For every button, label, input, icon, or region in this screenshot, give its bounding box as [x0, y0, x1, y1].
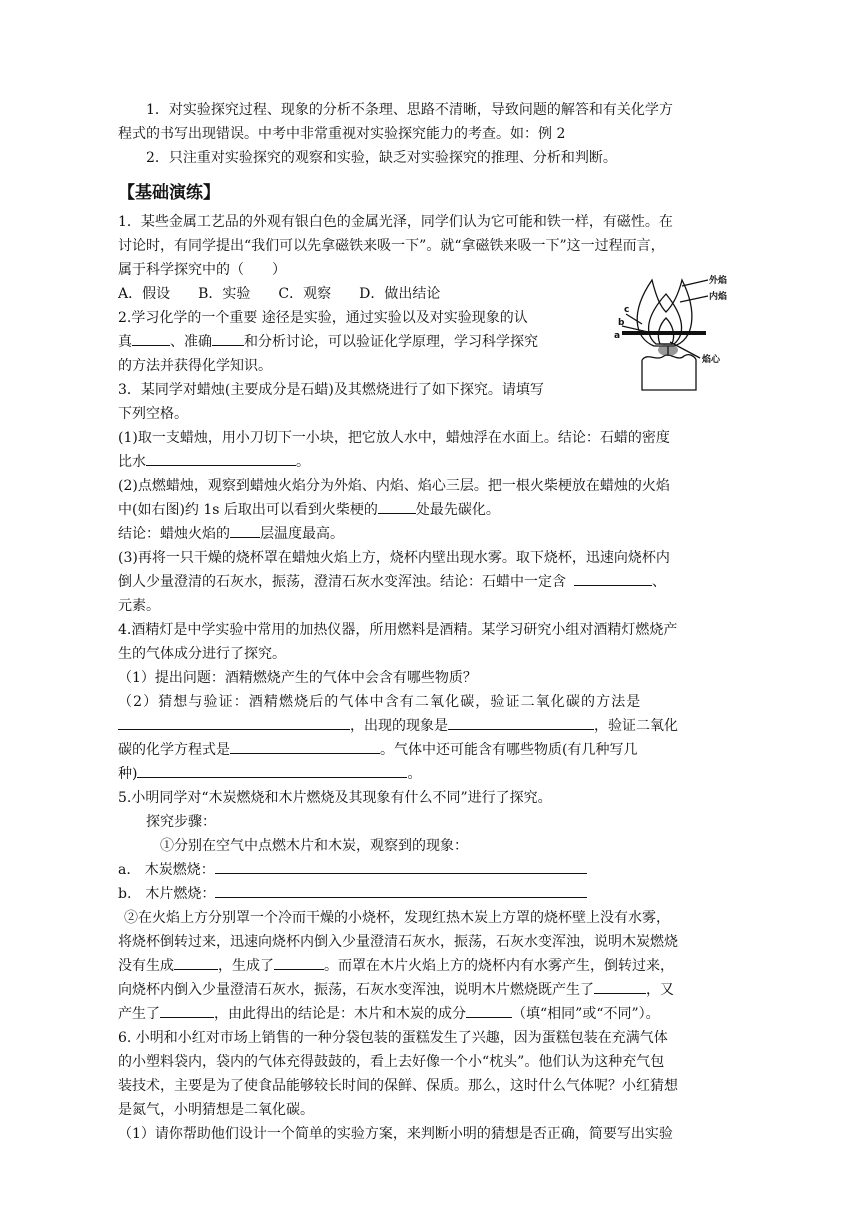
q5-item-b	[118, 882, 738, 906]
q5-steps-label: 探究步骤：	[146, 814, 216, 830]
q2-text-c: 和分析讨论，可以验证化学原理，学习科学探究	[244, 334, 538, 350]
q5-step-1: ①分别在空气中点燃木片和木炭，观察到的现象：	[160, 838, 468, 854]
q3-blank-part[interactable]	[378, 499, 416, 514]
matchstick	[622, 331, 706, 335]
q3-s3-sep: 、	[652, 574, 666, 590]
q5-line-1: 5.小明同学对“木炭燃烧和木片燃烧及其现象有什么不同”进行了探究。	[118, 790, 552, 806]
q3-s3-text: 倒人少量澄清的石灰水，振荡，澄清石灰水变浑浊。结论：石蜡中一定含	[118, 574, 566, 590]
q3-s1-end: 。	[296, 454, 310, 470]
q5-step-2-cont: 将烧杯倒转过来，迅速向烧杯内倒入少量澄清石灰水，振荡，石灰水变浑浊，说明木炭燃烧	[118, 934, 678, 950]
section-title: 【基础演练】	[118, 183, 220, 203]
q4-step-2-cont	[118, 714, 738, 738]
q4-step-2-cont-2	[118, 738, 738, 762]
q6-line-4: 是氮气，小明猜想是二氧化碳。	[118, 1102, 314, 1118]
q3-step-2-cont	[118, 498, 738, 522]
q4-s2-end: 。	[407, 766, 422, 782]
q4-blank-phenomenon[interactable]	[448, 715, 594, 730]
q6-line-1: 6. 小明和小红对市场上销售的一种分袋包装的蛋糕发生了兴趣，因为蛋糕包装在充满气体	[118, 1030, 668, 1046]
q4-s2-text: ，出现的现象是	[350, 718, 448, 734]
q5-text-g: ，又	[646, 982, 674, 998]
q1-options: A．假设 B．实验 C．观察 D．做出结论	[118, 286, 441, 302]
q2-line-3: 的方法并获得化学知识。	[118, 358, 272, 374]
q4-blank-equation[interactable]	[230, 739, 380, 754]
q3-s2-text: 中(如右图)约 1s 后取出可以看到火柴梗的	[118, 502, 378, 518]
q4-s2-text-2: ，验证二氧化	[594, 718, 678, 734]
q3-line-1: 3．某同学对蜡烛(主要成分是石蜡)及其燃烧进行了如下探究。请填写	[118, 382, 544, 398]
label-outer-flame: 外焰	[709, 276, 728, 286]
q4-blank-other-gases[interactable]	[137, 763, 407, 778]
q3-blank-element[interactable]	[574, 571, 652, 586]
q1-line-2: 讨论时，有同学提出“我们可以先拿磁铁来吸一下”。就“拿磁铁来吸一下”这一过程而言，	[118, 238, 665, 254]
label-b: b	[618, 318, 625, 328]
label-a: a	[614, 331, 621, 341]
q3-line-2: 下列空格。	[118, 406, 188, 422]
q1-line-1: 1．某些金属工艺品的外观有银白色的金属光泽，同学们认为它可能和铁一样，有磁性。在	[118, 214, 673, 230]
q5-blank-3[interactable]	[594, 979, 646, 994]
q4-step-2: （2）猜想与验证：酒精燃烧后的气体中含有二氧化碳，验证二氧化碳的方法是	[118, 694, 642, 710]
q5-text-f: 向烧杯内倒入少量澄清石灰水，振荡，石灰水变浑浊，说明木片燃烧既产生了	[118, 982, 594, 998]
q3-step-1: (1)取一支蜡烛，用小刀切下一小块，把它放人水中，蜡烛浮在水面上。结论：石蜡的密度	[118, 430, 670, 446]
q5-blank-wood[interactable]	[215, 883, 587, 898]
label-inner-flame: 内焰	[709, 292, 728, 302]
q3-s1-text: 比水	[118, 454, 146, 470]
q4-step-2-cont-3	[118, 762, 738, 786]
q4-s2-text-4: 。气体中还可能含有哪些物质(有几种写几	[380, 742, 638, 758]
q4-s2-text-5: 种)	[118, 766, 138, 782]
candle-flame-figure	[612, 272, 732, 396]
q5-item-a	[118, 858, 738, 882]
intro-paragraph-2: 2．只注重对实验探究的观察和实验，缺乏对实验探究的推理、分析和判断。	[146, 150, 617, 166]
q3-step-2: (2)点燃蜡烛，观察到蜡烛火焰分为外焰、内焰、焰心三层。把一根火柴梗放在蜡烛的火焰	[118, 478, 670, 494]
q4-step-1: （1）提出问题：酒精燃烧产生的气体中会含有哪些物质？	[118, 670, 477, 686]
q5-text-h: 产生了	[118, 1006, 160, 1022]
q5-text-i: ，由此得出的结论是：木片和木炭的成分	[214, 1006, 466, 1022]
q3-step-3-end: 元素。	[118, 598, 160, 614]
q5-step-2-cont-3	[118, 978, 738, 1002]
candle-body	[642, 360, 696, 390]
q2-text-a: 真	[118, 334, 132, 350]
q3-s2-end: 处最先碳化。	[415, 502, 500, 518]
label-flame-core: 焰心	[702, 355, 721, 365]
q2-blank-1[interactable]	[132, 331, 170, 346]
q3-step-3: (3)再将一只干燥的烧杯罩在蜡烛火焰上方，烧杯内壁出现水雾。取下烧杯，迅速向烧杯内	[118, 550, 670, 566]
q2-text-b: 、准确	[170, 334, 212, 350]
q5-blank-2[interactable]	[274, 955, 324, 970]
q5-text-c: 没有生成	[118, 958, 174, 974]
q5-blank-charcoal[interactable]	[215, 859, 587, 874]
q5-step-2: ②在火焰上方分别罩一个冷而干燥的小烧杯，发现红热木炭上方罩的烧杯壁上没有水雾，	[124, 910, 670, 926]
q5-step-2-cont-4	[118, 1002, 738, 1026]
q6-line-2: 的小塑料袋内，袋内的气体充得鼓鼓的，看上去好像一个小“枕头”。他们认为这种充气包	[118, 1054, 665, 1070]
q6-step-1: （1）请你帮助他们设计一个简单的实验方案，来判断小明的猜想是否正确，简要写出实验	[118, 1126, 673, 1142]
q5-blank-5[interactable]	[466, 1003, 512, 1018]
q3-blank-layer[interactable]	[230, 523, 260, 538]
document-page	[118, 98, 738, 1146]
q5-blank-4[interactable]	[160, 1003, 214, 1018]
q3-step-3-cont	[118, 570, 738, 594]
q5-item-b-label: b. 木片燃烧：	[118, 886, 216, 902]
q5-item-a-label: a. 木炭燃烧：	[118, 862, 215, 878]
q5-text-e: 。而罩在木片火焰上方的烧杯内有水雾产生，倒转过来，	[324, 958, 674, 974]
q4-line-2: 生的气体成分进行了探究。	[118, 646, 286, 662]
q5-blank-1[interactable]	[174, 955, 218, 970]
intro-paragraph-1-cont: 程式的书写出现错误。中考中非常重视对实验探究能力的考查。如：例 2	[118, 126, 566, 142]
q5-step-2-cont-2	[118, 954, 738, 978]
outer-flame-outline	[637, 280, 692, 346]
q3-conclusion-end: 层温度最高。	[260, 526, 344, 542]
q1-line-3: 属于科学探究中的（ ）	[118, 262, 286, 278]
q5-text-j: （填“相同”或“不同”）。	[512, 1006, 660, 1022]
q4-line-1: 4.酒精灯是中学实验中常用的加热仪器，所用燃料是酒精。某学习研究小组对酒精灯燃烧产	[118, 622, 678, 638]
q4-blank-method[interactable]	[118, 715, 350, 730]
q2-line-1: 2.学习化学的一个重要 途径是实验，通过实验以及对实验现象的认	[118, 310, 528, 326]
q5-text-d: ，生成了	[218, 958, 274, 974]
q3-conclusion-text: 结论：蜡烛火焰的	[118, 526, 230, 542]
q6-line-3: 装技术，主要是为了使食品能够较长时间的保鲜、保质。那么，这时什么气体呢？小红猜想	[118, 1078, 678, 1094]
q3-conclusion	[118, 522, 738, 546]
q4-s2-text-3: 碳的化学方程式是	[118, 742, 230, 758]
label-c: c	[624, 305, 630, 315]
q2-blank-2[interactable]	[212, 331, 244, 346]
q3-step-1-cont	[118, 450, 738, 474]
intro-paragraph-1: 1．对实验探究过程、现象的分析不条理、思路不清晰，导致问题的解答和有关化学方	[146, 102, 673, 118]
q3-blank-density[interactable]	[146, 451, 296, 466]
